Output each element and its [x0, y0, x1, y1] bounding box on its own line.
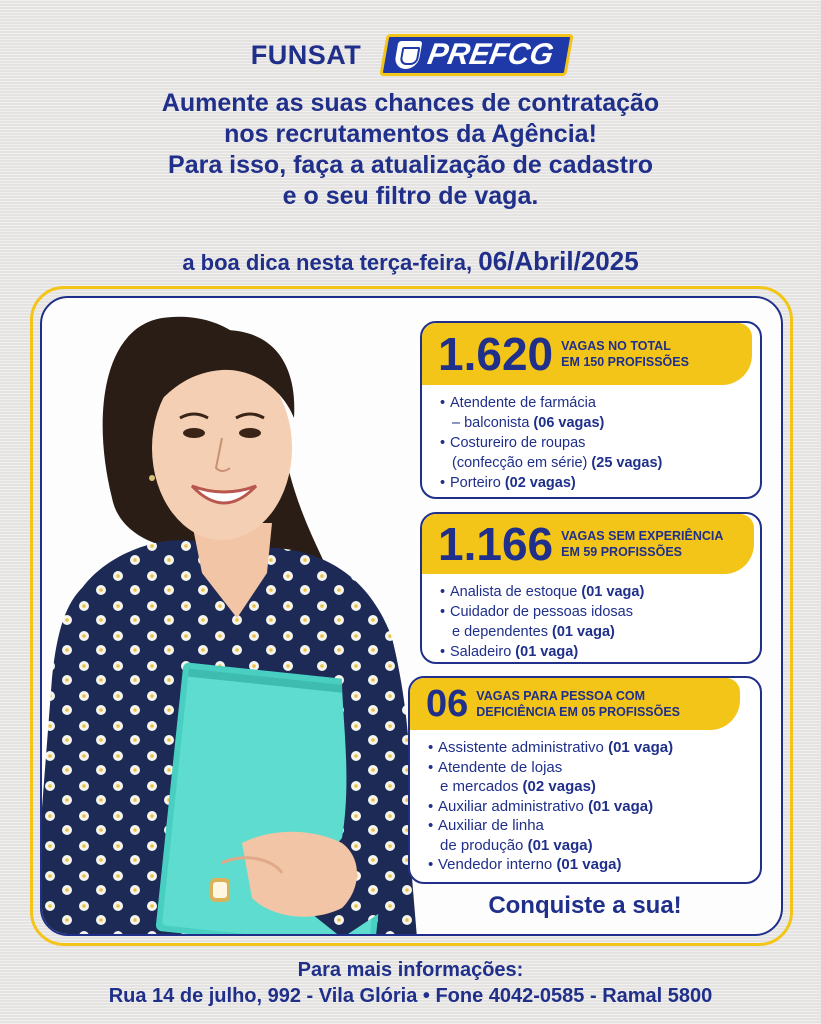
box-header-line-1: VAGAS SEM EXPERIÊNCIA — [561, 529, 724, 543]
footer-info-label: Para mais informações: — [297, 959, 524, 981]
publish-date: 06/Abril/2025 — [478, 246, 639, 276]
prefcg-logo — [380, 34, 574, 76]
box-header — [422, 323, 752, 385]
headline — [0, 88, 821, 212]
box-header-line-2: EM 150 PROFISSÕES — [561, 355, 689, 369]
date-line — [0, 246, 821, 277]
info-box-total-vagas — [420, 321, 762, 499]
list-item: • Saladeiro (01 vaga) — [440, 644, 579, 660]
list-item: • Atendente de lojas e mercados (02 vagas) — [428, 758, 596, 795]
footer-address: Rua 14 de julho, 992 - Vila Glória • Fone 4042-0585 - Ramal 5800 — [108, 985, 713, 1007]
box-header-line-2: DEFICIÊNCIA EM 05 PROFISSÕES — [476, 705, 681, 719]
box-number: 06 — [426, 683, 469, 725]
list-item: • Porteiro (02 vagas) — [440, 475, 576, 491]
box-header-line-1: VAGAS NO TOTAL — [561, 339, 671, 353]
job-list — [410, 730, 760, 875]
box-header — [410, 678, 740, 730]
funsat-logo: FUNSAT — [250, 39, 362, 70]
footer — [0, 958, 821, 1010]
list-item: • Analista de estoque (01 vaga) — [440, 584, 645, 600]
box-header-text — [476, 688, 680, 720]
list-item: • Cuidador de pessoas idosas e dependentes (01 vaga) — [440, 604, 633, 640]
box-header-text — [561, 338, 689, 370]
headline-line-1: Aumente as suas chances de contratação — [161, 89, 660, 117]
box-header-text — [561, 528, 723, 560]
city-crest-icon — [394, 41, 423, 69]
info-box-sem-experiencia — [420, 512, 762, 664]
headline-line-2: nos recrutamentos da Agência! — [224, 120, 597, 148]
list-item: • Assistente administrativo (01 vaga) — [428, 739, 674, 756]
prefcg-logo-text: PREFCG — [425, 38, 557, 71]
list-item: • Vendedor interno (01 vaga) — [428, 856, 622, 873]
box-header-line-2: EM 59 PROFISSÕES — [561, 545, 682, 559]
list-item: • Auxiliar administrativo (01 vaga) — [428, 797, 654, 815]
cta-text: Conquiste a sua! — [488, 892, 682, 919]
job-list — [422, 385, 760, 493]
list-item: • Costureiro de roupas (confecção em série) (25 vagas) — [440, 435, 663, 471]
info-box-pcd — [408, 676, 762, 884]
box-header — [422, 514, 754, 574]
box-header-line-1: VAGAS PARA PESSOA COM — [476, 689, 646, 703]
box-number: 1.166 — [438, 518, 554, 570]
woman-holding-folder-illustration — [42, 298, 462, 936]
headline-line-3: Para isso, faça a atualização de cadastro — [168, 151, 653, 179]
headline-line-4: e o seu filtro de vaga. — [282, 182, 539, 210]
date-prefix: a boa dica nesta terça-feira, — [182, 250, 473, 275]
list-item: • Auxiliar de linha de produção (01 vaga) — [428, 817, 593, 854]
job-list — [422, 574, 760, 662]
box-number: 1.620 — [438, 328, 554, 380]
list-item: • Atendente de farmácia – balconista (06 vagas) — [440, 395, 605, 431]
logo-bar — [0, 34, 821, 76]
